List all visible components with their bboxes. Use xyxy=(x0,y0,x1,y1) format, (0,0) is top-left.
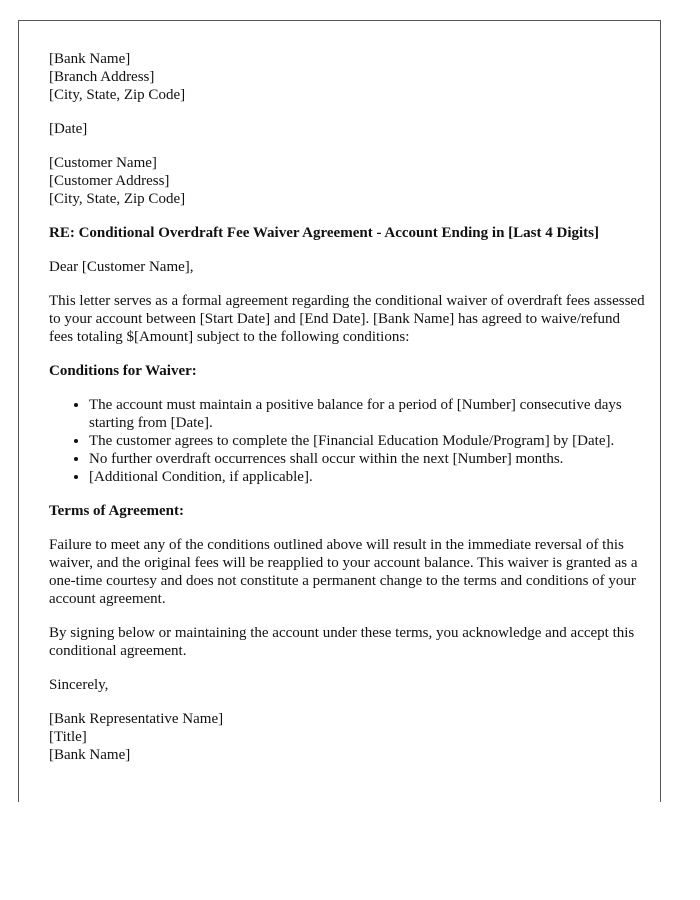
sender-branch-address: [Branch Address] xyxy=(49,69,155,85)
sender-bank-name: [Bank Name] xyxy=(49,51,131,67)
recipient-name: [Customer Name] xyxy=(49,155,157,171)
letter-date: [Date] xyxy=(49,121,88,137)
conditions-list xyxy=(49,396,647,486)
letter-content xyxy=(49,50,647,780)
signature-bank-name: [Bank Name] xyxy=(49,747,131,763)
signature-representative-name: [Bank Representative Name] xyxy=(49,711,224,727)
terms-heading: Terms of Agreement: xyxy=(49,503,184,519)
signature-title: [Title] xyxy=(49,729,87,745)
signature-block xyxy=(49,710,647,764)
list-item: • The account must maintain a positive balance for a period of [Number] consecutive days starting from [Date]. xyxy=(89,396,647,432)
subject-line: RE: Conditional Overdraft Fee Waiver Agreement - Account Ending in [Last 4 Digits] xyxy=(49,225,599,241)
recipient-address xyxy=(49,154,647,208)
closing: Sincerely, xyxy=(49,677,109,693)
acknowledgement-paragraph: By signing below or maintaining the account under these terms, you acknowledge and accept this conditional agreement. xyxy=(49,625,635,659)
list-item: • The customer agrees to complete the [Financial Education Module/Program] by [Date]. xyxy=(89,432,647,450)
recipient-city-state-zip: [City, State, Zip Code] xyxy=(49,191,186,207)
intro-paragraph: This letter serves as a formal agreement regarding the conditional waiver of overdraft fees assessed to your account between [Start Date] and [End Date]. [Bank Name] has agreed to waive/refund fees totaling $[Amount] subject to the following conditions: xyxy=(49,293,645,345)
conditions-heading: Conditions for Waiver: xyxy=(49,363,197,379)
list-item: • [Additional Condition, if applicable]. xyxy=(89,468,647,486)
recipient-address-line: [Customer Address] xyxy=(49,173,170,189)
list-item: • No further overdraft occurrences shall occur within the next [Number] months. xyxy=(89,450,647,468)
terms-paragraph: Failure to meet any of the conditions outlined above will result in the immediate reversal of this waiver, and the original fees will be reapplied to your account balance. This waiver is granted as a one-time courtesy and does not constitute a permanent change to the terms and conditions of your account agreement. xyxy=(49,537,638,607)
sender-city-state-zip: [City, State, Zip Code] xyxy=(49,87,186,103)
letter-page xyxy=(18,20,661,802)
sender-address xyxy=(49,50,647,104)
salutation: Dear [Customer Name], xyxy=(49,259,194,275)
